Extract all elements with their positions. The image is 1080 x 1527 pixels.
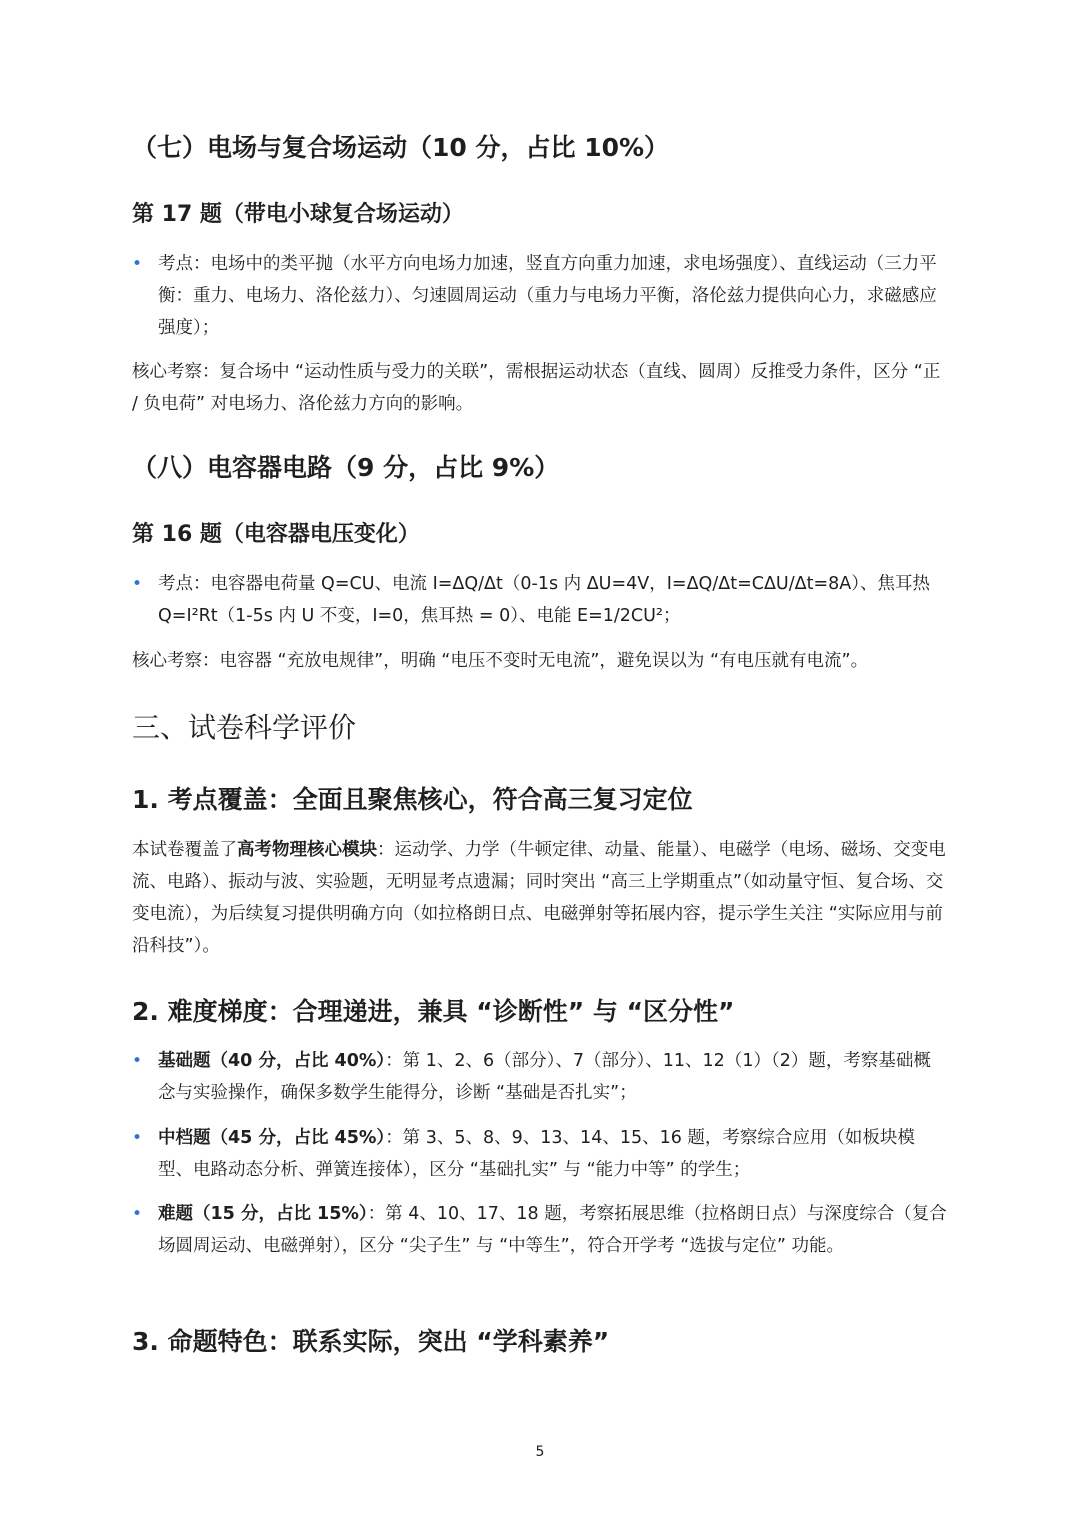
list-item	[132, 1122, 948, 1186]
bullet-icon: •	[132, 1204, 143, 1224]
section-7-heading: （七）电场与复合场运动（10 分，占比 10%）	[132, 133, 670, 162]
list-item	[132, 248, 948, 344]
core-paragraph: 核心考察：电容器 “充放电规律”，明确 “电压不变时无电流”，避免误以为 “有电压就有电流”。	[132, 651, 869, 671]
bullet-icon: •	[132, 1128, 143, 1148]
list-item-text: 考点：电场中的类平抛（水平方向电场力加速，竖直方向重力加速，求电场强度）、直线运动（三力平衡：重力、电场力、洛伦兹力）、匀速圆周运动（重力与电场力平衡，洛伦兹力提供向心力，求磁感应强度）；	[158, 254, 937, 338]
list-item-text: 中档题（45 分，占比 45%）：第 3、5、8、9、13、14、15、16 题，考察综合应用（如板块模型、电路动态分析、弹簧连接体），区分 “基础扎实” 与 “能力中等” 的学生；	[158, 1128, 915, 1180]
question-17-heading: 第 17 题（带电小球复合场运动）	[132, 202, 464, 227]
paragraph-text: ：运动学、力学（牛顿定律、动量、能量）、电磁学（电场、磁场、交变电流、电路）、振动与波、实验题，无明显考点遗漏；同时突出 “高三上学期重点”（如动量守恒、复合场、交变电流），为后续复习提供明确方向（如拉格朗日点、电磁弹射等拓展内容，提示学生关注 “实际应用与前沿科技”）。	[132, 840, 946, 956]
list-item-text: 基础题（40 分，占比 40%）：第 1、2、6（部分）、7（部分）、11、12（1）（2）题，考察基础概念与实验操作，确保多数学生能得分，诊断 “基础是否扎实”；	[158, 1051, 931, 1103]
paragraph-bold-text: 高考物理核心模块	[237, 840, 377, 860]
list-item-text: 考点：电容器电荷量 Q=CU、电流 I=ΔQ/Δt（0-1s 内 ΔU=4V，I=ΔQ/Δt=CΔU/Δt=8A）、焦耳热 Q=I²Rt（1-5s 内 U 不变，I=0，焦耳热 = 0）、电能 E=1/2CU²；	[158, 574, 930, 626]
bullet-icon: •	[132, 254, 143, 274]
list-item	[132, 1198, 948, 1262]
coverage-paragraph	[132, 834, 948, 962]
list-item-text: 难题（15 分，占比 15%）：第 4、10、17、18 题，考察拓展思维（拉格朗日点）与深度综合（复合场圆周运动、电磁弹射），区分 “尖子生” 与 “中等生”，符合开学考 “选拔与定位” 功能。	[158, 1204, 947, 1256]
subsection-3-heading: 3. 命题特色：联系实际，突出 “学科素养”	[132, 1327, 610, 1356]
page-number: 5	[535, 1444, 545, 1460]
subsection-2-heading: 2. 难度梯度：合理递进，兼具 “诊断性” 与 “区分性”	[132, 997, 735, 1026]
core-paragraph: 核心考察：复合场中 “运动性质与受力的关联”，需根据运动状态（直线、圆周）反推受力条件，区分 “正 / 负电荷” 对电场力、洛伦兹力方向的影响。	[132, 362, 941, 414]
subsection-1-heading: 1. 考点覆盖：全面且聚焦核心，符合高三复习定位	[132, 785, 693, 814]
list-item	[132, 568, 948, 632]
bullet-icon: •	[132, 574, 143, 594]
list-item	[132, 1045, 948, 1109]
section-8-heading: （八）电容器电路（9 分，占比 9%）	[132, 453, 560, 482]
part-3-heading: 三、试卷科学评价	[132, 711, 357, 744]
question-16-heading: 第 16 题（电容器电压变化）	[132, 522, 420, 547]
bullet-icon: •	[132, 1051, 143, 1071]
paragraph-text: 本试卷覆盖了	[132, 840, 237, 860]
